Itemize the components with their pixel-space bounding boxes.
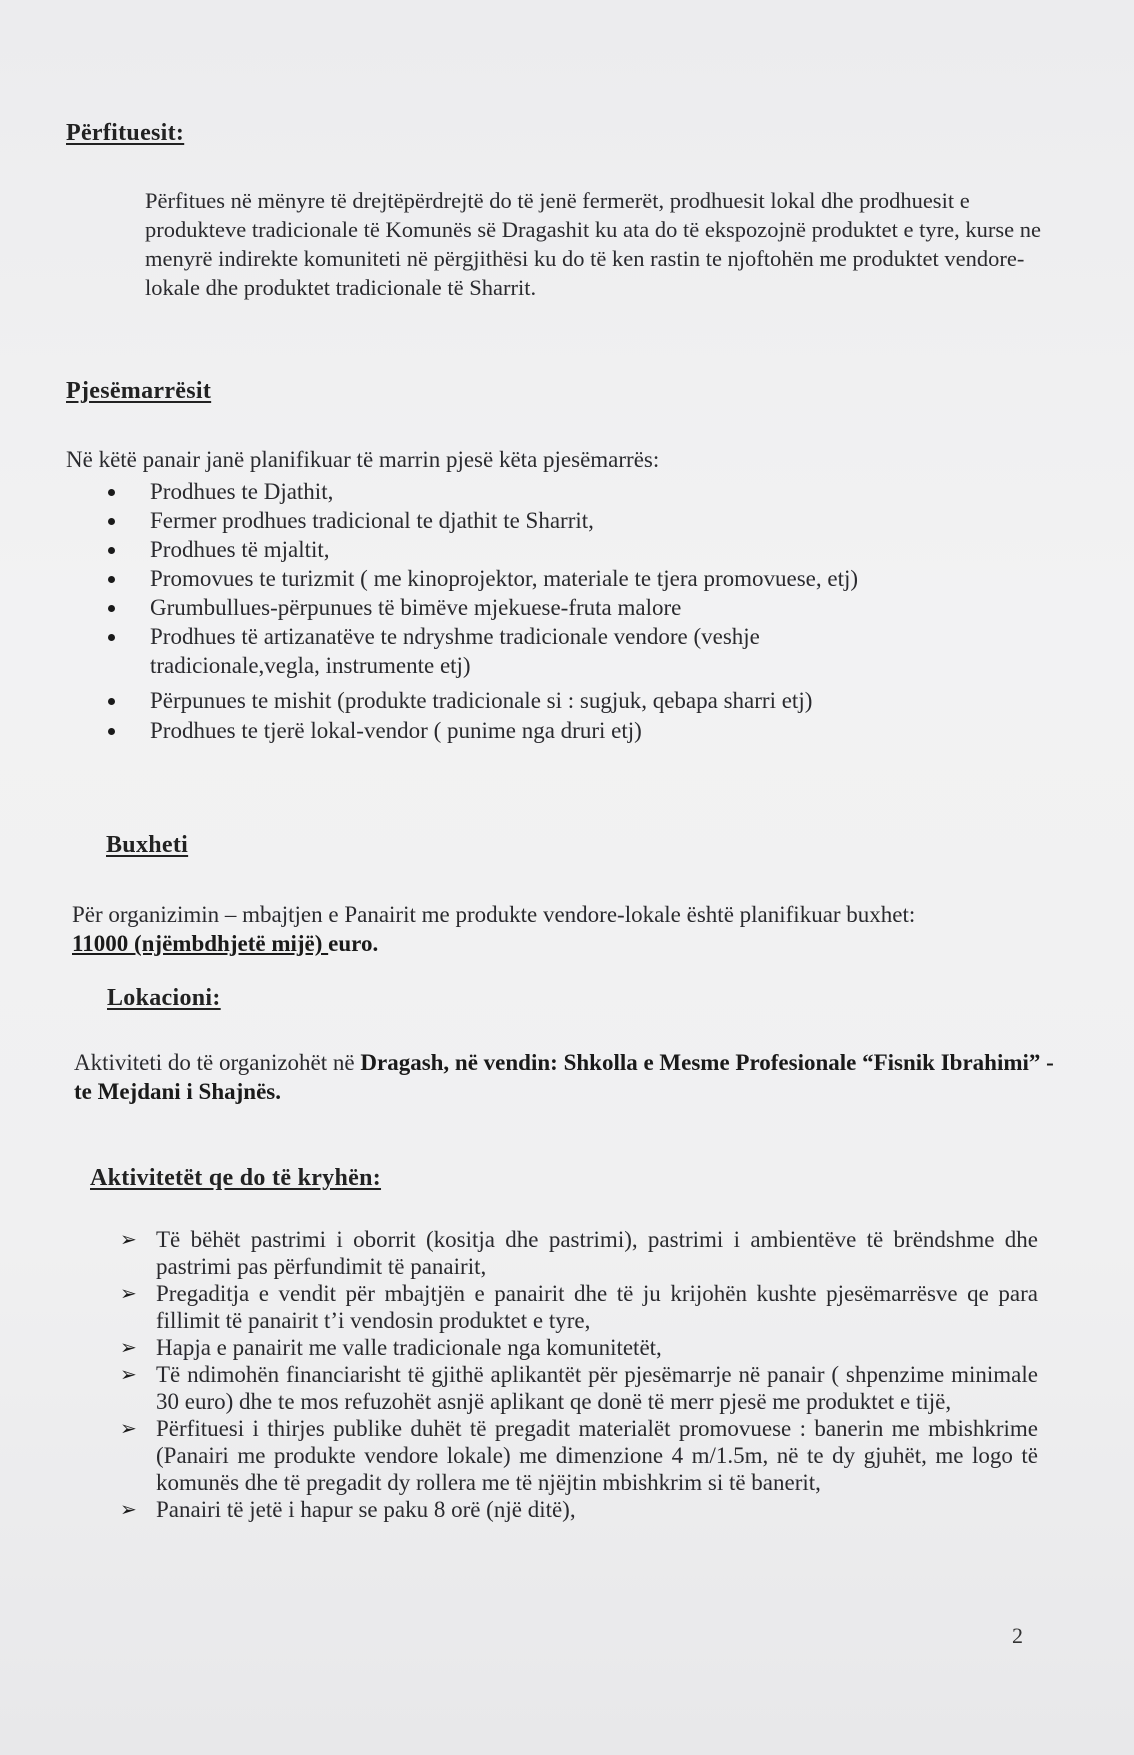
lokacioni-paragraph bbox=[74, 1048, 1064, 1106]
heading-perfituesit: Përfituesit: bbox=[66, 120, 185, 146]
list-item: Prodhues të mjaltit, bbox=[108, 535, 1008, 564]
buxheti-currency: euro. bbox=[328, 931, 379, 956]
bullet-icon bbox=[108, 518, 115, 525]
list-item: Prodhues te Djathit, bbox=[108, 477, 1008, 506]
buxheti-text: Për organizimin – mbajtjen e Panairit me produkte vendore-lokale është planifikuar buxhet: bbox=[72, 902, 916, 927]
heading-aktivitetet: Aktivitetët qe do të kryhën: bbox=[90, 1165, 382, 1191]
lokacioni-prefix: Aktiviteti do të organizohët në bbox=[74, 1050, 361, 1075]
list-item: Fermer prodhues tradicional te djathit te Sharrit, bbox=[108, 506, 1008, 535]
perfituesit-paragraph: Përfitues në mënyre të drejtëpërdrejtë do të jenë fermerët, prodhuesit lokal dhe prodhuesit e produkteve tradicionale të Komunës së Dragashit ku ata do të ekspozojnë produktet e tyre, kurse ne menyrë indirekte komuniteti në përgjithësi ku do të ken rastin te njoftohën me produktet vendore-lokale dhe produktet tradicionale të Sharrit. bbox=[145, 188, 1041, 300]
list-item: ➢ Pregaditja e vendit për mbajtjën e panairit dhe të ju krijohën kushte pjesëmarrësve qe para fillimit të panairit t’i vendosin produktet e tyre, bbox=[120, 1281, 1038, 1333]
pjesemarresit-intro: Në këtë panair janë planifikuar të marrin pjesë këta pjesëmarrës: bbox=[66, 447, 660, 472]
arrow-bullet-icon: ➢ bbox=[120, 1335, 137, 1359]
list-item: ➢ Përfituesi i thirjes publike duhët të pregadit materialët promovuese : banerin me mbishkrime (Panairi me produkte vendore lokale) me dimenzione 4 m/1.5m, në te dy gjuhët, me logo të komunës dhe të pregadit dy rollera me të njëjtin mbishkrim si të banerit, bbox=[120, 1416, 1038, 1495]
bullet-icon bbox=[108, 547, 115, 554]
aktivitetet-list bbox=[120, 1226, 1038, 1523]
arrow-bullet-icon: ➢ bbox=[120, 1497, 137, 1521]
bullet-icon bbox=[108, 634, 115, 641]
bullet-icon bbox=[108, 698, 115, 705]
lokacioni-place: Dragash, në vendin: Shkolla e Mesme Profesionale “Fisnik Ibrahimi” - te Mejdani i Shajnës. bbox=[74, 1050, 1054, 1104]
buxheti-paragraph bbox=[72, 900, 1072, 958]
bullet-icon bbox=[108, 489, 115, 496]
list-item: ➢ Hapja e panairit me valle tradicionale nga komunitetët, bbox=[120, 1335, 662, 1360]
bullet-icon bbox=[108, 728, 115, 735]
arrow-bullet-icon: ➢ bbox=[120, 1362, 137, 1386]
bullet-icon bbox=[108, 576, 115, 583]
page-number: 2 bbox=[1012, 1623, 1023, 1648]
list-item: Prodhues të artizanatëve te ndryshme tradicionale vendore (veshje tradicionale,vegla, instrumente etj) bbox=[108, 622, 890, 680]
list-item: ➢ Të ndimohën financiarisht të gjithë aplikantët për pjesëmarrje në panair ( shpenzime minimale 30 euro) dhe te mos refuzohët asnjë aplikant qe donë të merr pjesë me produktet e tijë, bbox=[120, 1362, 1038, 1414]
arrow-bullet-icon: ➢ bbox=[120, 1227, 137, 1251]
heading-lokacioni: Lokacioni: bbox=[107, 985, 221, 1011]
arrow-bullet-icon: ➢ bbox=[120, 1416, 137, 1440]
list-item: Prodhues te tjerë lokal-vendor ( punime nga druri etj) bbox=[108, 716, 1008, 745]
list-item: ➢ Të bëhët pastrimi i oborrit (kositja dhe pastrimi), pastrimi i ambientëve të brëndshme dhe pastrimi pas përfundimit të panairit, bbox=[120, 1227, 1038, 1279]
buxheti-amount: 11000 (njëmbdhjetë mijë) bbox=[72, 931, 329, 956]
list-item: Përpunues te mishit (produkte tradicionale si : sugjuk, qebapa sharri etj) bbox=[108, 686, 1008, 715]
arrow-bullet-icon: ➢ bbox=[120, 1281, 137, 1305]
pjesemarresit-list bbox=[108, 477, 1008, 745]
bullet-icon bbox=[108, 605, 115, 612]
list-item: Grumbullues-përpunues të bimëve mjekuese-fruta malore bbox=[108, 593, 1008, 622]
list-item: Promovues te turizmit ( me kinoprojektor, materiale te tjera promovuese, etj) bbox=[108, 564, 1008, 593]
list-item: ➢ Panairi të jetë i hapur se paku 8 orë (një ditë), bbox=[120, 1497, 576, 1522]
heading-buxheti: Buxheti bbox=[106, 832, 189, 858]
heading-pjesemarresit: Pjesëmarrësit bbox=[66, 378, 212, 404]
